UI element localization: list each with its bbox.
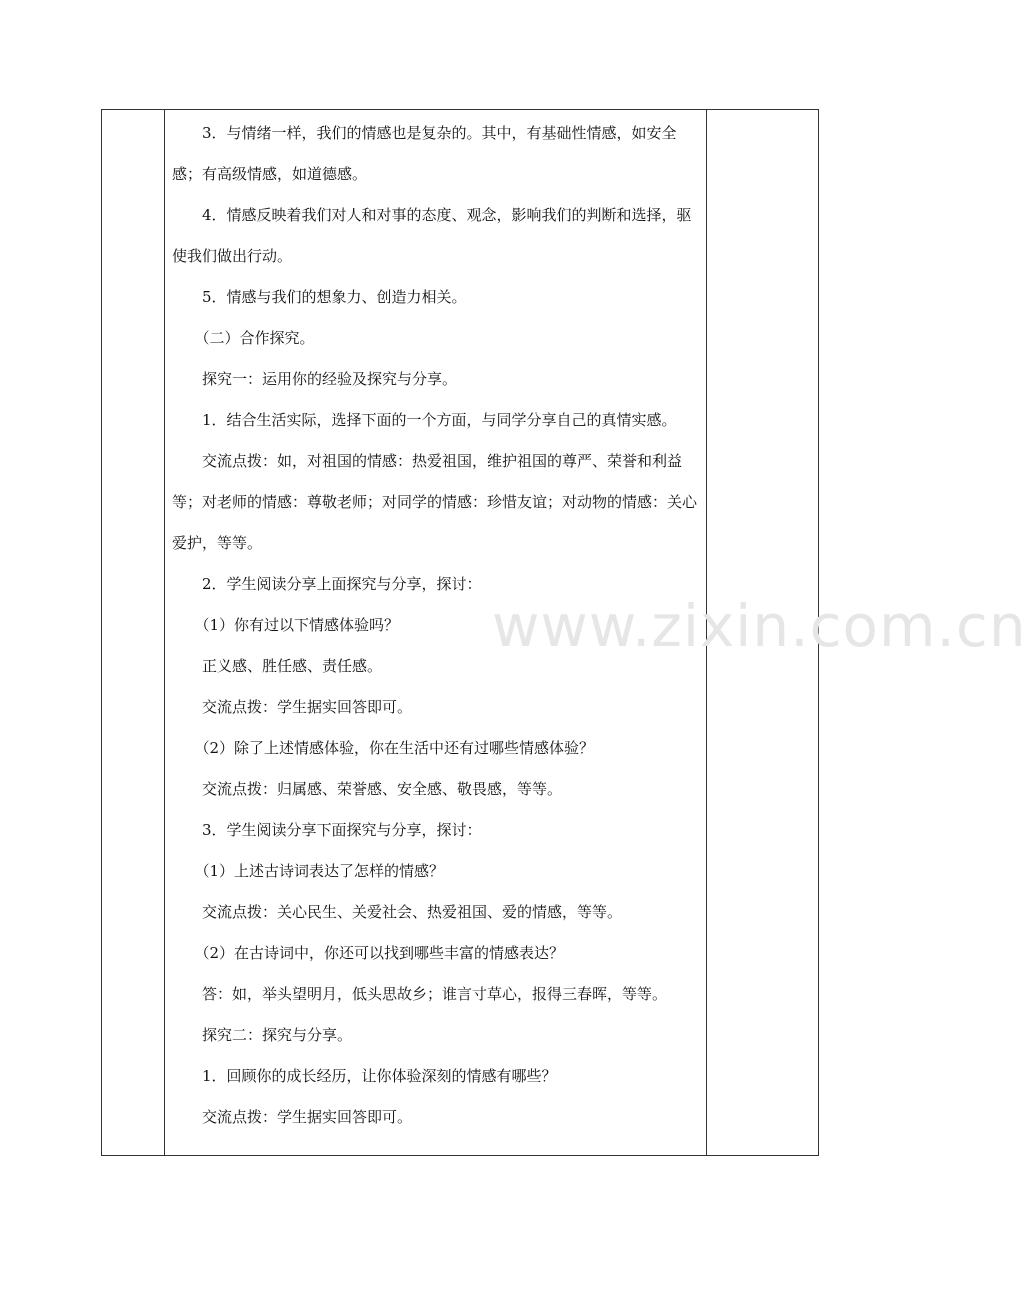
paragraph: 3．与情绪一样，我们的情感也是复杂的。其中，有基础性情感，如安全感；有高级情感，如道德感。 bbox=[172, 124, 677, 183]
watermark: www.zixin.com.cn bbox=[492, 592, 1027, 660]
paragraph: （2）除了上述情感体验，你在生活中还有过哪些情感体验？ bbox=[172, 739, 595, 757]
paragraph: 3．学生阅读分享下面探究与分享，探讨： bbox=[172, 821, 482, 839]
paragraph: 1．结合生活实际，选择下面的一个方面，与同学分享自己的真情实感。 bbox=[172, 411, 677, 429]
paragraph: 正义感、胜任感、责任感。 bbox=[172, 657, 383, 675]
paragraph: 交流点拨：关心民生、关爱社会、热爱祖国、爱的情感，等等。 bbox=[172, 903, 623, 921]
paragraph: 探究二：探究与分享。 bbox=[172, 1026, 353, 1044]
paragraph: 2．学生阅读分享上面探究与分享，探讨： bbox=[172, 575, 482, 593]
paragraph: 交流点拨：如，对祖国的情感：热爱祖国，维护祖国的尊严、荣誉和利益等；对老师的情感：尊敬老师；对同学的情感：珍惜友谊；对动物的情感：关心爱护，等等。 bbox=[172, 452, 698, 552]
paragraph: （1）上述古诗词表达了怎样的情感？ bbox=[172, 862, 445, 880]
table-column-divider-left bbox=[164, 109, 165, 1156]
paragraph: 交流点拨：归属感、荣誉感、安全感、敬畏感，等等。 bbox=[172, 780, 563, 798]
section-heading: （二）合作探究。 bbox=[172, 329, 315, 347]
paragraph: 答：如，举头望明月，低头思故乡；谁言寸草心，报得三春晖，等等。 bbox=[172, 985, 668, 1003]
paragraph: 交流点拨：学生据实回答即可。 bbox=[172, 698, 413, 716]
paragraph: 1．回顾你的成长经历，让你体验深刻的情感有哪些？ bbox=[172, 1067, 557, 1085]
paragraph: 5．情感与我们的想象力、创造力相关。 bbox=[172, 288, 467, 306]
paragraph: 探究一：运用你的经验及探究与分享。 bbox=[172, 370, 458, 388]
paragraph: （1）你有过以下情感体验吗？ bbox=[172, 616, 400, 634]
paragraph: （2）在古诗词中，你还可以找到哪些丰富的情感表达？ bbox=[172, 944, 565, 962]
paragraph: 4．情感反映着我们对人和对事的态度、观念，影响我们的判断和选择，驱使我们做出行动。 bbox=[172, 206, 692, 265]
table-column-divider-right bbox=[706, 109, 707, 1156]
paragraph: 交流点拨：学生据实回答即可。 bbox=[172, 1108, 413, 1126]
lesson-content bbox=[172, 113, 700, 1138]
